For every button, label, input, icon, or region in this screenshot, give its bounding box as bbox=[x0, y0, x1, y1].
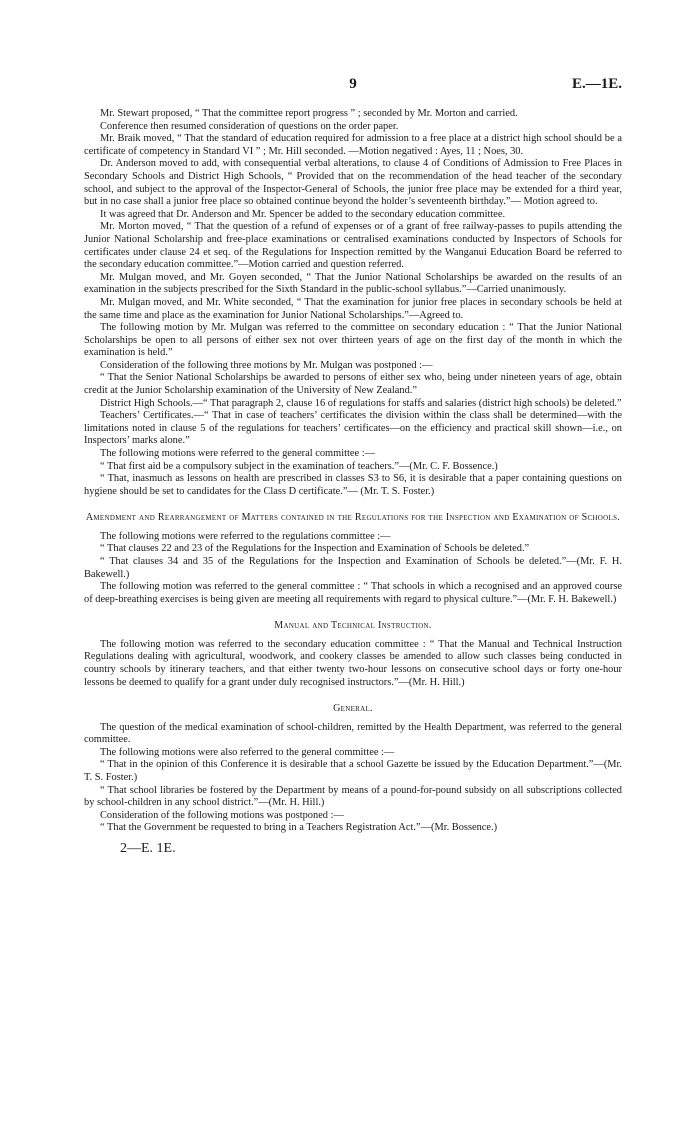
paragraph: District High Schools.—“ That paragraph 2, clause 16 of regulations for staffs and salaries (district high schools) be deleted.” bbox=[100, 397, 622, 409]
section-heading-amendment: Amendment and Rearrangement of Matters contained in the Regulations for the Inspection and Examination of Schools. bbox=[85, 512, 621, 524]
page-header bbox=[84, 76, 622, 96]
paragraph: Consideration of the following three motions by Mr. Mulgan was postponed :— bbox=[100, 359, 433, 371]
paragraph: Mr. Mulgan moved, and Mr. Goyen seconded, “ That the Junior National Scholarships be awarded on the results of an examination in the subjects prescribed for the Sixth Standard in the public-school syllabus.”—Carried unanimously. bbox=[84, 271, 622, 296]
section-amendment bbox=[84, 531, 622, 607]
section-general bbox=[84, 722, 622, 835]
page-signature: 2—E. 1E. bbox=[120, 840, 176, 856]
document-reference: E.—1E. bbox=[571, 76, 622, 92]
paragraph: “ That the Government be requested to bring in a Teachers Registration Act.”—(Mr. Bossence.) bbox=[100, 822, 498, 834]
paragraph: “ That school libraries be fostered by the Department by means of a pound-for-pound subsidy on all subscriptions collected by school-children in any school district.”—(Mr. H. Hill.) bbox=[84, 784, 622, 809]
page-number: 9 bbox=[349, 76, 357, 92]
paragraph: The following motions were referred to the general committee :— bbox=[100, 448, 375, 460]
paragraph: Mr. Mulgan moved, and Mr. White seconded, “ That the examination for junior free places in secondary schools be held at the same time and place as the examination for Junior National Scholarships.”—Agreed to. bbox=[84, 296, 622, 321]
section-minutes bbox=[84, 108, 622, 498]
paragraph: “ That clauses 22 and 23 of the Regulations for the Inspection and Examination of Schools be deleted.” bbox=[100, 543, 530, 555]
document-page bbox=[84, 76, 622, 856]
document-body bbox=[84, 108, 622, 856]
paragraph: “ That the Senior National Scholarships be awarded to persons of either sex who, being under nineteen years of age, obtain credit at the Junior Scholarship examination of the University of New Zealand.” bbox=[84, 372, 622, 397]
paragraph: “ That first aid be a compulsory subject in the examination of teachers.”—(Mr. C. F. Bossence.) bbox=[100, 460, 498, 472]
paragraph: The following motion was referred to the secondary education committee : “ That the Manual and Technical Instruction Regulations dealing with agricultural, woodwork, and cookery classes be amended to allow such classes being conducted in country schools by itinerary teachers, and that either twenty two-hour lessons on consecutive school days or forty one-hour lessons be deemed to qualify for a grant under duly recognised instructors.”—(Mr. H. Hill.) bbox=[84, 638, 622, 688]
paragraph: Mr. Braik moved, “ That the standard of education required for admission to a free place at a district high school should be a certificate of competency in Standard VI ” ; Mr. Hill seconded. —Motion negatived : Ayes, 11 ; Noes, 30. bbox=[84, 133, 622, 157]
paragraph: The following motions were also referred to the general committee :— bbox=[100, 746, 395, 758]
paragraph: The following motion by Mr. Mulgan was referred to the committee on secondary education : “ That the Junior National Scholarships be open to all persons of either sex not over thirteen years of age on the first day of the month in which the examination is held.” bbox=[84, 322, 622, 359]
section-heading-manual: Manual and Technical Instruction. bbox=[274, 620, 432, 632]
section-heading-general: General. bbox=[333, 703, 373, 715]
paragraph: It was agreed that Dr. Anderson and Mr. Spencer be added to the secondary education committee. bbox=[100, 208, 506, 220]
paragraph: Consideration of the following motions was postponed :— bbox=[100, 809, 344, 821]
paragraph: Teachers’ Certificates.—“ That in case of teachers’ certificates the division within the class shall be determined—with the limitations noted in clause 5 of the regulations for teachers’ certificates—on the efficiency and practical skill shown—i.e., on Inspectors’ marks alone.” bbox=[84, 410, 622, 447]
paragraph: Dr. Anderson moved to add, with consequential verbal alterations, to clause 4 of Conditions of Admission to Free Places in Secondary Schools and District High Schools, “ Provided that on the recommendation of the head teacher of the secondary school, and subject to the approval of the Inspector-General of Schools, the junior free place may be extended for a third year, but in no case shall a junior free place so obtained continue beyond the holder’s seventeenth birthday.”— Motion agreed to. bbox=[84, 158, 622, 208]
paragraph: Mr. Stewart proposed, “ That the committee report progress ” ; seconded by Mr. Morton and carried. bbox=[100, 108, 518, 119]
paragraph: The question of the medical examination of school-children, remitted by the Health Department, was referred to the general committee. bbox=[84, 721, 622, 746]
paragraph: The following motion was referred to the general committee : “ That schools in which a recognised and an approved course of deep-breathing exercises is being given are meeting all requirements with regard to physical culture.”—(Mr. F. H. Bakewell.) bbox=[84, 581, 622, 605]
paragraph: Mr. Morton moved, “ That the question of a refund of expenses or of a grant of free railway-passes to pupils attending the Junior National Scholarship and free-place examinations or centralised examinations conducted by Inspectors of Schools for certificates under clause 24 et seq. of the Regulations for Inspection remitted by the Wanganui Education Board be referred to the secondary education committee.”—Motion carried and question referred. bbox=[84, 221, 622, 271]
paragraph: “ That in the opinion of this Conference it is desirable that a school Gazette be issued by the Education Department.”—(Mr. T. S. Foster.) bbox=[84, 759, 622, 783]
paragraph: “ That, inasmuch as lessons on health are prescribed in classes S3 to S6, it is desirable that a paper containing questions on hygiene should be set to candidates for the Class D certificate.”— (Mr. T. S. Foster.) bbox=[84, 473, 622, 497]
paragraph: The following motions were referred to the regulations committee :— bbox=[100, 530, 391, 542]
paragraph: Conference then resumed consideration of questions on the order paper. bbox=[100, 120, 399, 132]
paragraph: “ That clauses 34 and 35 of the Regulations for the Inspection and Examination of Schools be deleted.”—(Mr. F. H. Bakewell.) bbox=[84, 556, 622, 580]
section-manual bbox=[84, 639, 622, 689]
